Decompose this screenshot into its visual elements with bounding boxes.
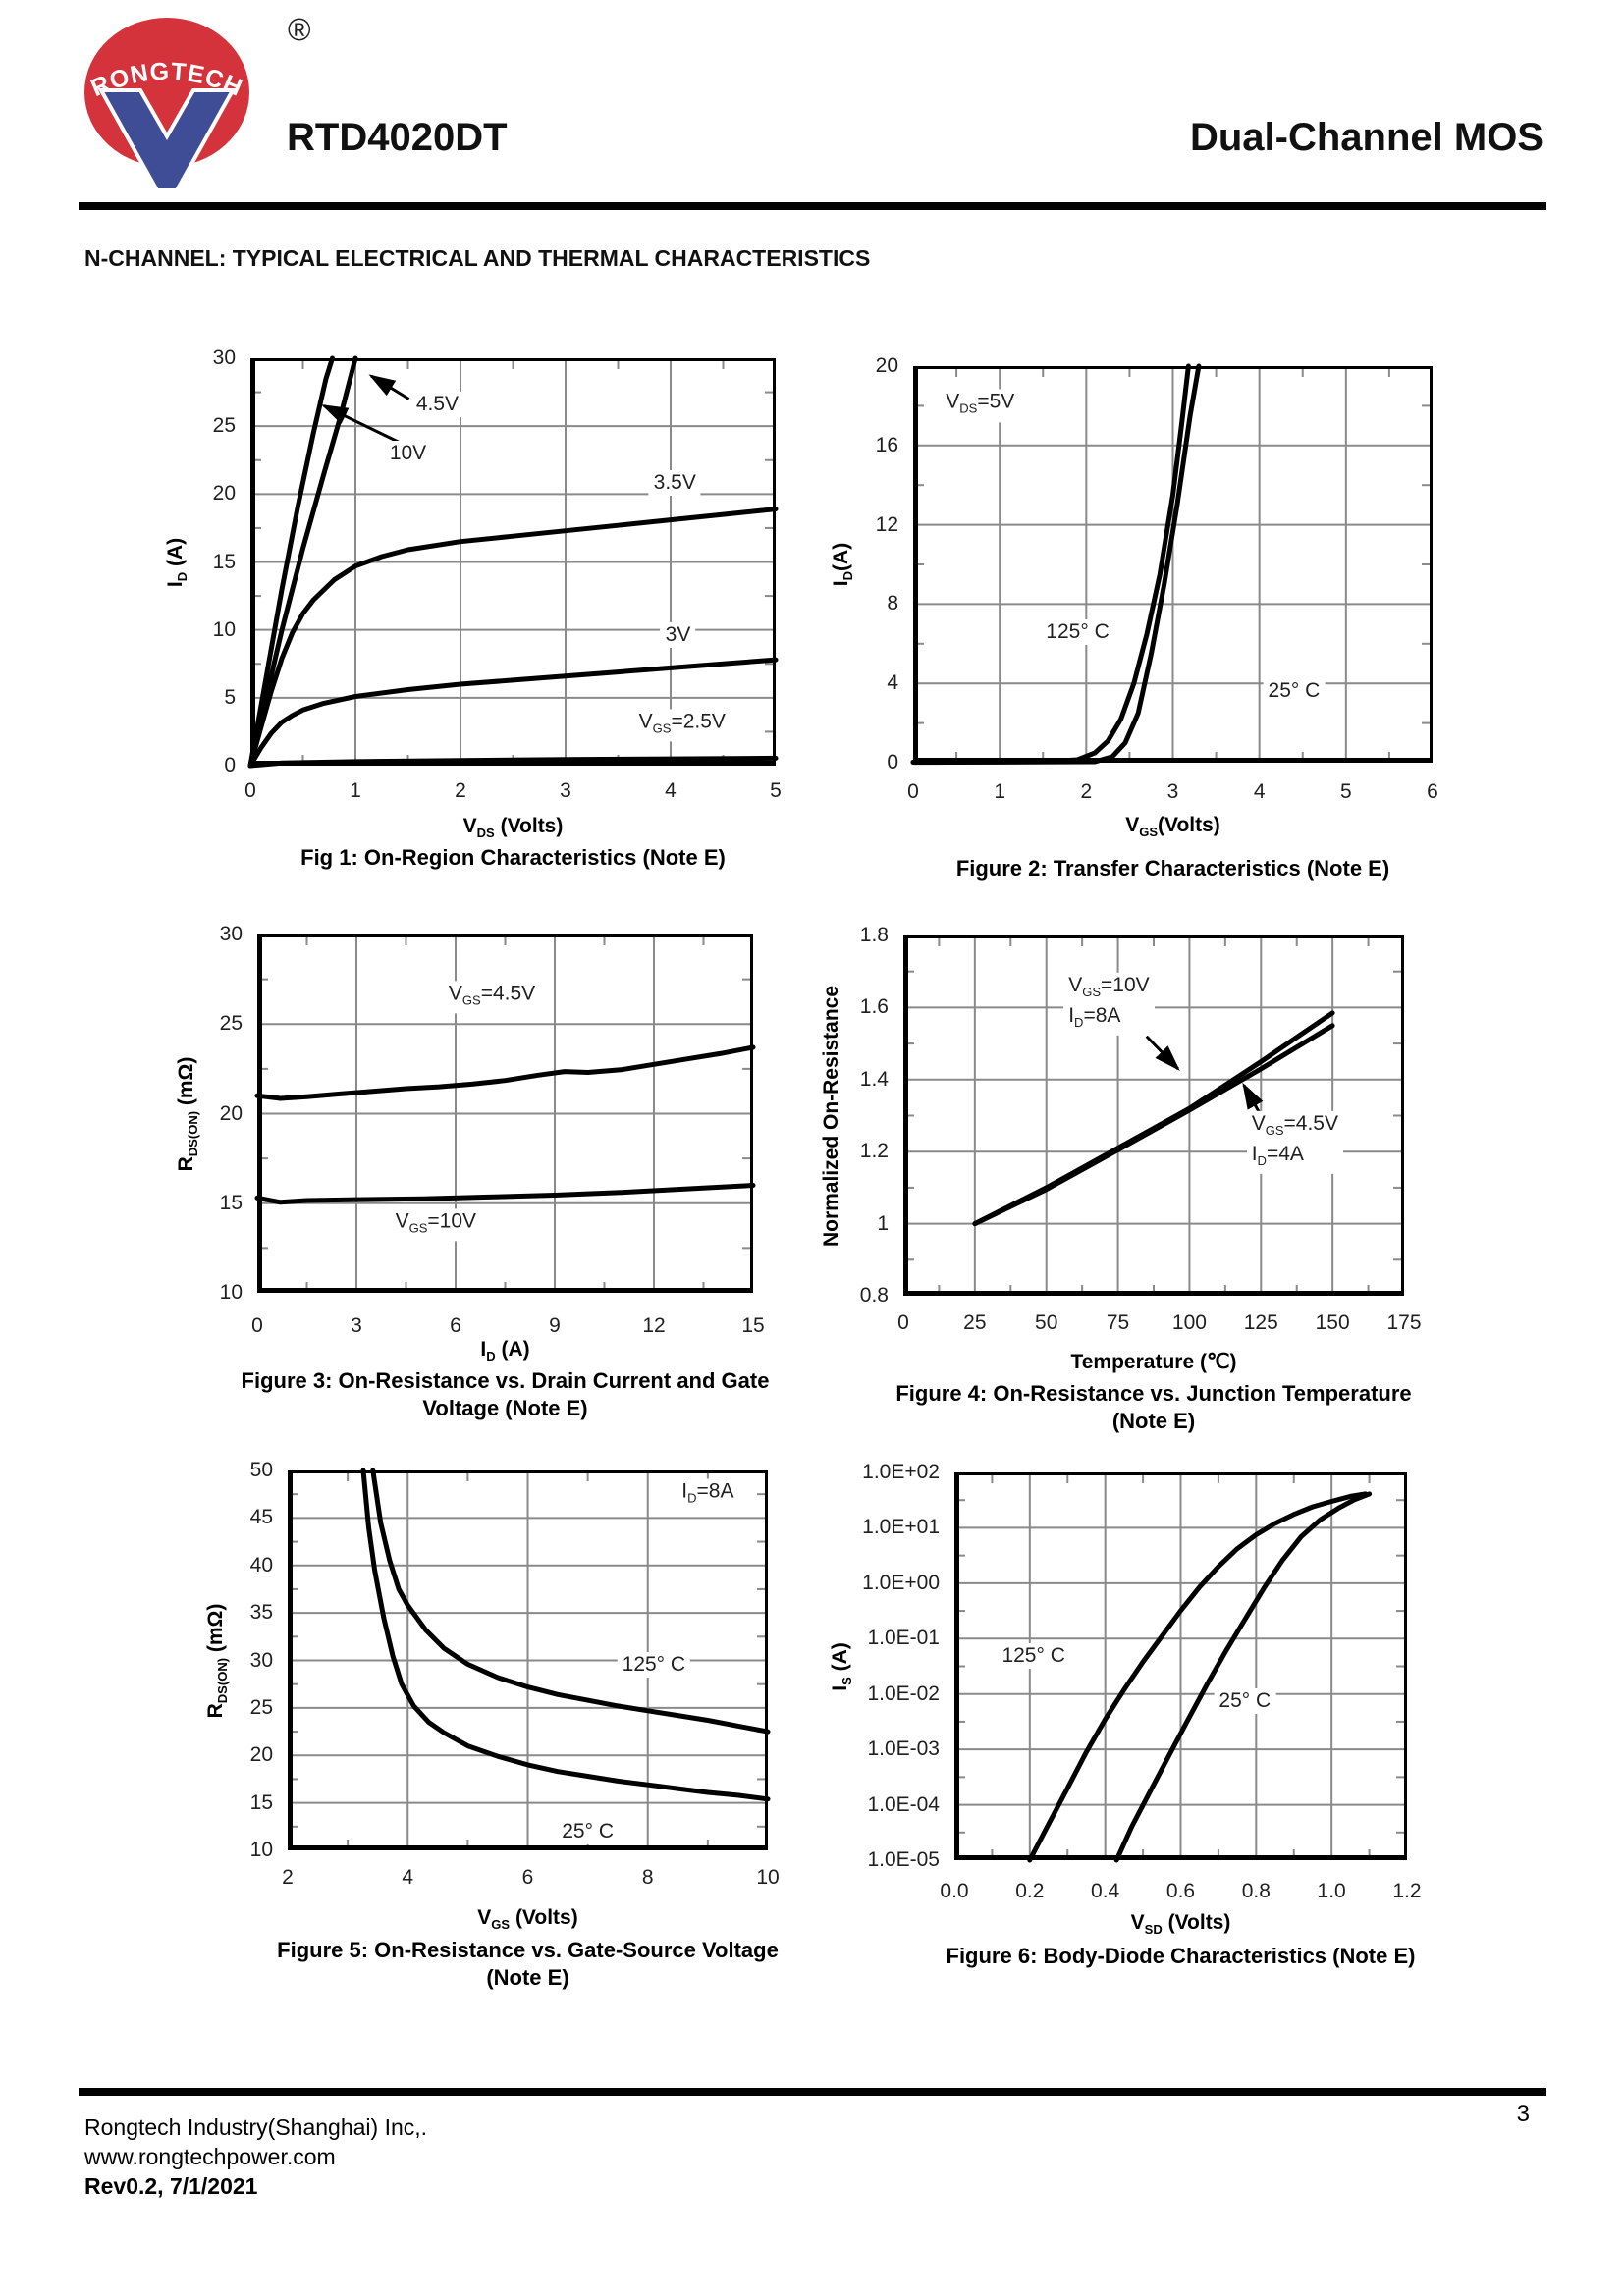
- part-number: RTD4020DT: [287, 116, 508, 159]
- fig5-ytick-40: 40: [249, 1553, 273, 1576]
- fig2-series-25c: [913, 366, 1199, 763]
- fig5-ytick-15: 15: [249, 1790, 273, 1814]
- fig5-xtick-4: 4: [402, 1866, 414, 1889]
- fig6-xtick-0.4: 0.4: [1091, 1880, 1120, 1902]
- fig1-xlabel: $V_{DS}$ (Volts): [462, 815, 564, 841]
- fig4-xtick-25: 25: [963, 1311, 987, 1334]
- fig3-xtick-3: 3: [351, 1314, 362, 1337]
- fig6-xtick-1.2: 1.2: [1392, 1880, 1422, 1902]
- fig4-xtick-50: 50: [1035, 1311, 1058, 1334]
- fig4-xtick-150: 150: [1315, 1311, 1350, 1334]
- fig1-xtick-3: 3: [560, 779, 571, 802]
- fig5-ytick-50: 50: [249, 1459, 273, 1481]
- fig4-annotation-1: $V_{GS}=4.5V$ $I_D=4A$: [1247, 1111, 1343, 1174]
- fig3-xlabel: $I_D$ (A): [480, 1338, 530, 1364]
- fig5-ytick-10: 10: [249, 1839, 273, 1861]
- rongtech-logo: [81, 14, 253, 192]
- fig5-annotation-2: 25° C: [557, 1819, 619, 1844]
- header-divider: [79, 202, 1546, 210]
- fig2-xtick-6: 6: [1427, 780, 1438, 803]
- fig3-series-vgs-4p5v: [257, 1047, 753, 1098]
- fig5-ylabel: $R_{DS(ON)}$ (mΩ): [203, 1603, 231, 1718]
- fig6-ytick-1.0E-03: 1.0E-03: [867, 1737, 940, 1761]
- fig4-ytick-1: 1: [877, 1211, 889, 1235]
- fig1-ytick-15: 15: [212, 550, 236, 573]
- fig1-xtick-0: 0: [244, 779, 256, 802]
- fig1-plot: [250, 358, 776, 766]
- fig4-caption: Figure 4: On-Resistance vs. Junction Temperature (Note E): [895, 1381, 1412, 1433]
- fig5-xlabel: $V_{GS}$ (Volts): [477, 1906, 578, 1933]
- fig6-annotation-0: 125° C: [997, 1643, 1069, 1669]
- fig2-caption: Figure 2: Transfer Characteristics (Note E): [955, 856, 1390, 881]
- fig4-ytick-1.2: 1.2: [859, 1140, 889, 1163]
- fig4-annotation-0: $V_{GS}=10V$ $I_D=8A$: [1063, 973, 1154, 1036]
- fig2-xlabel: $V_{GS}(Volts)$: [1125, 814, 1220, 840]
- fig2-ytick-20: 20: [875, 354, 898, 377]
- fig2-annotation-2: 25° C: [1264, 678, 1326, 704]
- fig2-xtick-2: 2: [1080, 780, 1093, 803]
- fig3-ylabel: $R_{DS(ON)}$ (mΩ): [174, 1056, 201, 1171]
- registered-trademark-icon: ®: [288, 12, 311, 47]
- fig5-xtick-10: 10: [756, 1866, 780, 1889]
- fig6-ytick-1.0E-04: 1.0E-04: [867, 1792, 940, 1816]
- page-number: 3: [1516, 2101, 1530, 2127]
- document-title: Dual-Channel MOS: [1189, 116, 1543, 159]
- fig5-annotation-1: 125° C: [618, 1652, 690, 1678]
- footer-company: Rongtech Industry(Shanghai) Inc,.: [84, 2114, 428, 2140]
- footer-website: www.rongtechpower.com: [84, 2144, 336, 2169]
- fig3-ytick-20: 20: [219, 1101, 243, 1125]
- fig3-xtick-9: 9: [549, 1314, 561, 1337]
- fig5-ytick-45: 45: [249, 1506, 273, 1529]
- fig5-annotation-0: $I_D=8A$: [677, 1479, 738, 1512]
- fig4-xtick-125: 125: [1243, 1311, 1278, 1334]
- fig4-xlabel: Temperature (℃): [1070, 1351, 1237, 1373]
- fig4-arrow-0: [1147, 1037, 1178, 1069]
- fig6-ytick-1.0E-02: 1.0E-02: [867, 1682, 940, 1705]
- fig6-ytick-1.0E-01: 1.0E-01: [867, 1627, 940, 1650]
- fig2-xtick-3: 3: [1166, 780, 1179, 803]
- fig3-xtick-0: 0: [251, 1314, 263, 1337]
- fig6-xtick-0.8: 0.8: [1241, 1880, 1271, 1902]
- fig1-ytick-20: 20: [212, 482, 236, 506]
- fig3-caption: Figure 3: On-Resistance vs. Drain Current and Gate Voltage (Note E): [241, 1368, 770, 1420]
- fig2-xtick-1: 1: [994, 780, 1005, 803]
- fig1-ytick-10: 10: [212, 617, 236, 641]
- fig5-caption: Figure 5: On-Resistance vs. Gate-Source Voltage (Note E): [277, 1938, 779, 1990]
- fig1-annotation-2: 3.5V: [649, 470, 701, 496]
- fig3-xtick-12: 12: [642, 1314, 666, 1337]
- fig1-ylabel: $I_D$ (A): [163, 537, 190, 587]
- fig1-annotation-3: 3V: [661, 622, 696, 648]
- fig5-xtick-8: 8: [641, 1866, 654, 1889]
- fig6-xtick-0.6: 0.6: [1165, 1880, 1196, 1902]
- fig2-ytick-12: 12: [875, 512, 898, 536]
- fig4-xtick-175: 175: [1386, 1311, 1422, 1334]
- fig3-annotation-0: $V_{GS}=4.5V$: [444, 981, 540, 1013]
- fig5-ytick-35: 35: [249, 1601, 273, 1625]
- fig2-ytick-4: 4: [887, 671, 898, 695]
- fig1-ytick-25: 25: [212, 414, 236, 438]
- fig3-xtick-6: 6: [450, 1314, 461, 1337]
- fig2-ytick-0: 0: [887, 751, 898, 774]
- fig4-ylabel: Normalized On-Resistance: [820, 985, 842, 1247]
- fig4-xtick-100: 100: [1171, 1311, 1207, 1334]
- fig6-xtick-0.0: 0.0: [940, 1880, 969, 1902]
- fig1-ytick-5: 5: [224, 685, 236, 709]
- fig4-ytick-1.4: 1.4: [859, 1067, 889, 1091]
- fig5-ytick-25: 25: [249, 1695, 273, 1719]
- fig2-annotation-1: 125° C: [1041, 619, 1113, 645]
- fig5-ytick-30: 30: [249, 1648, 273, 1672]
- footer-revision: Rev0.2, 7/1/2021: [84, 2173, 258, 2199]
- fig4-ytick-1.8: 1.8: [859, 924, 889, 946]
- fig1-xtick-4: 4: [665, 779, 677, 802]
- fig4-ytick-1.6: 1.6: [859, 995, 889, 1019]
- fig6-ylabel: $I_S$ (A): [828, 1641, 855, 1691]
- fig1-arrow-0: [371, 376, 409, 400]
- section-heading: N-CHANNEL: TYPICAL ELECTRICAL AND THERMAL CHARACTERISTICS: [84, 245, 871, 271]
- fig3-ytick-10: 10: [219, 1281, 243, 1304]
- fig3-ytick-25: 25: [219, 1012, 243, 1036]
- fig1-ytick-30: 30: [212, 347, 236, 369]
- fig4-ytick-0.8: 0.8: [859, 1284, 889, 1307]
- fig6-ytick-1.0E+01: 1.0E+01: [862, 1516, 940, 1539]
- fig2-xtick-5: 5: [1339, 780, 1352, 803]
- fig3-xtick-15: 15: [741, 1314, 765, 1337]
- fig2-annotation-0: $V_{DS}=5V$: [941, 390, 1019, 422]
- fig1-xtick-2: 2: [455, 779, 466, 802]
- fig2-xtick-0: 0: [907, 780, 919, 803]
- fig1-annotation-4: $V_{GS}=2.5V$: [634, 709, 731, 741]
- fig2-ytick-8: 8: [887, 592, 898, 615]
- fig1-annotation-1: 10V: [385, 441, 431, 466]
- fig5-plot: [288, 1470, 768, 1850]
- fig3-series-vgs-10v: [257, 1186, 753, 1202]
- fig5-series-25c: [363, 1470, 768, 1799]
- fig1-annotation-0: 4.5V: [411, 392, 463, 417]
- fig4-xtick-0: 0: [897, 1311, 909, 1334]
- fig5-ytick-20: 20: [249, 1743, 273, 1767]
- fig6-ytick-1.0E+00: 1.0E+00: [862, 1571, 940, 1594]
- logo-text: RONGTECH: [86, 57, 247, 103]
- fig1-xtick-1: 1: [350, 779, 361, 802]
- fig5-xtick-6: 6: [521, 1866, 534, 1889]
- fig3-annotation-1: $V_{GS}=10V$: [391, 1208, 481, 1241]
- fig6-ytick-1.0E-05: 1.0E-05: [867, 1848, 940, 1871]
- fig5-xtick-2: 2: [282, 1866, 294, 1889]
- fig2-xtick-4: 4: [1253, 780, 1266, 803]
- fig1-ytick-0: 0: [224, 754, 236, 776]
- fig3-ytick-30: 30: [219, 923, 243, 945]
- fig6-caption: Figure 6: Body-Diode Characteristics (Note E): [946, 1944, 1416, 1968]
- fig1-caption: Fig 1: On-Region Characteristics (Note E): [300, 845, 726, 870]
- rongtech-logo-graphic: [81, 14, 253, 192]
- fig2-ylabel: $I_D(A)$: [829, 542, 856, 587]
- fig3-ytick-15: 15: [219, 1191, 243, 1214]
- fig4-xtick-75: 75: [1106, 1311, 1130, 1334]
- fig2-series-125c: [913, 366, 1188, 762]
- fig2-ytick-16: 16: [875, 433, 898, 456]
- footer-divider: [79, 2088, 1546, 2096]
- fig2-plot: [913, 366, 1433, 763]
- fig1-xtick-5: 5: [770, 779, 782, 802]
- fig6-xtick-1.0: 1.0: [1317, 1880, 1346, 1902]
- fig6-ytick-1.0E+02: 1.0E+02: [862, 1461, 940, 1483]
- fig6-xtick-0.2: 0.2: [1015, 1880, 1045, 1902]
- fig6-xlabel: $V_{SD}$ (Volts): [1130, 1911, 1231, 1938]
- fig6-annotation-1: 25° C: [1214, 1688, 1275, 1714]
